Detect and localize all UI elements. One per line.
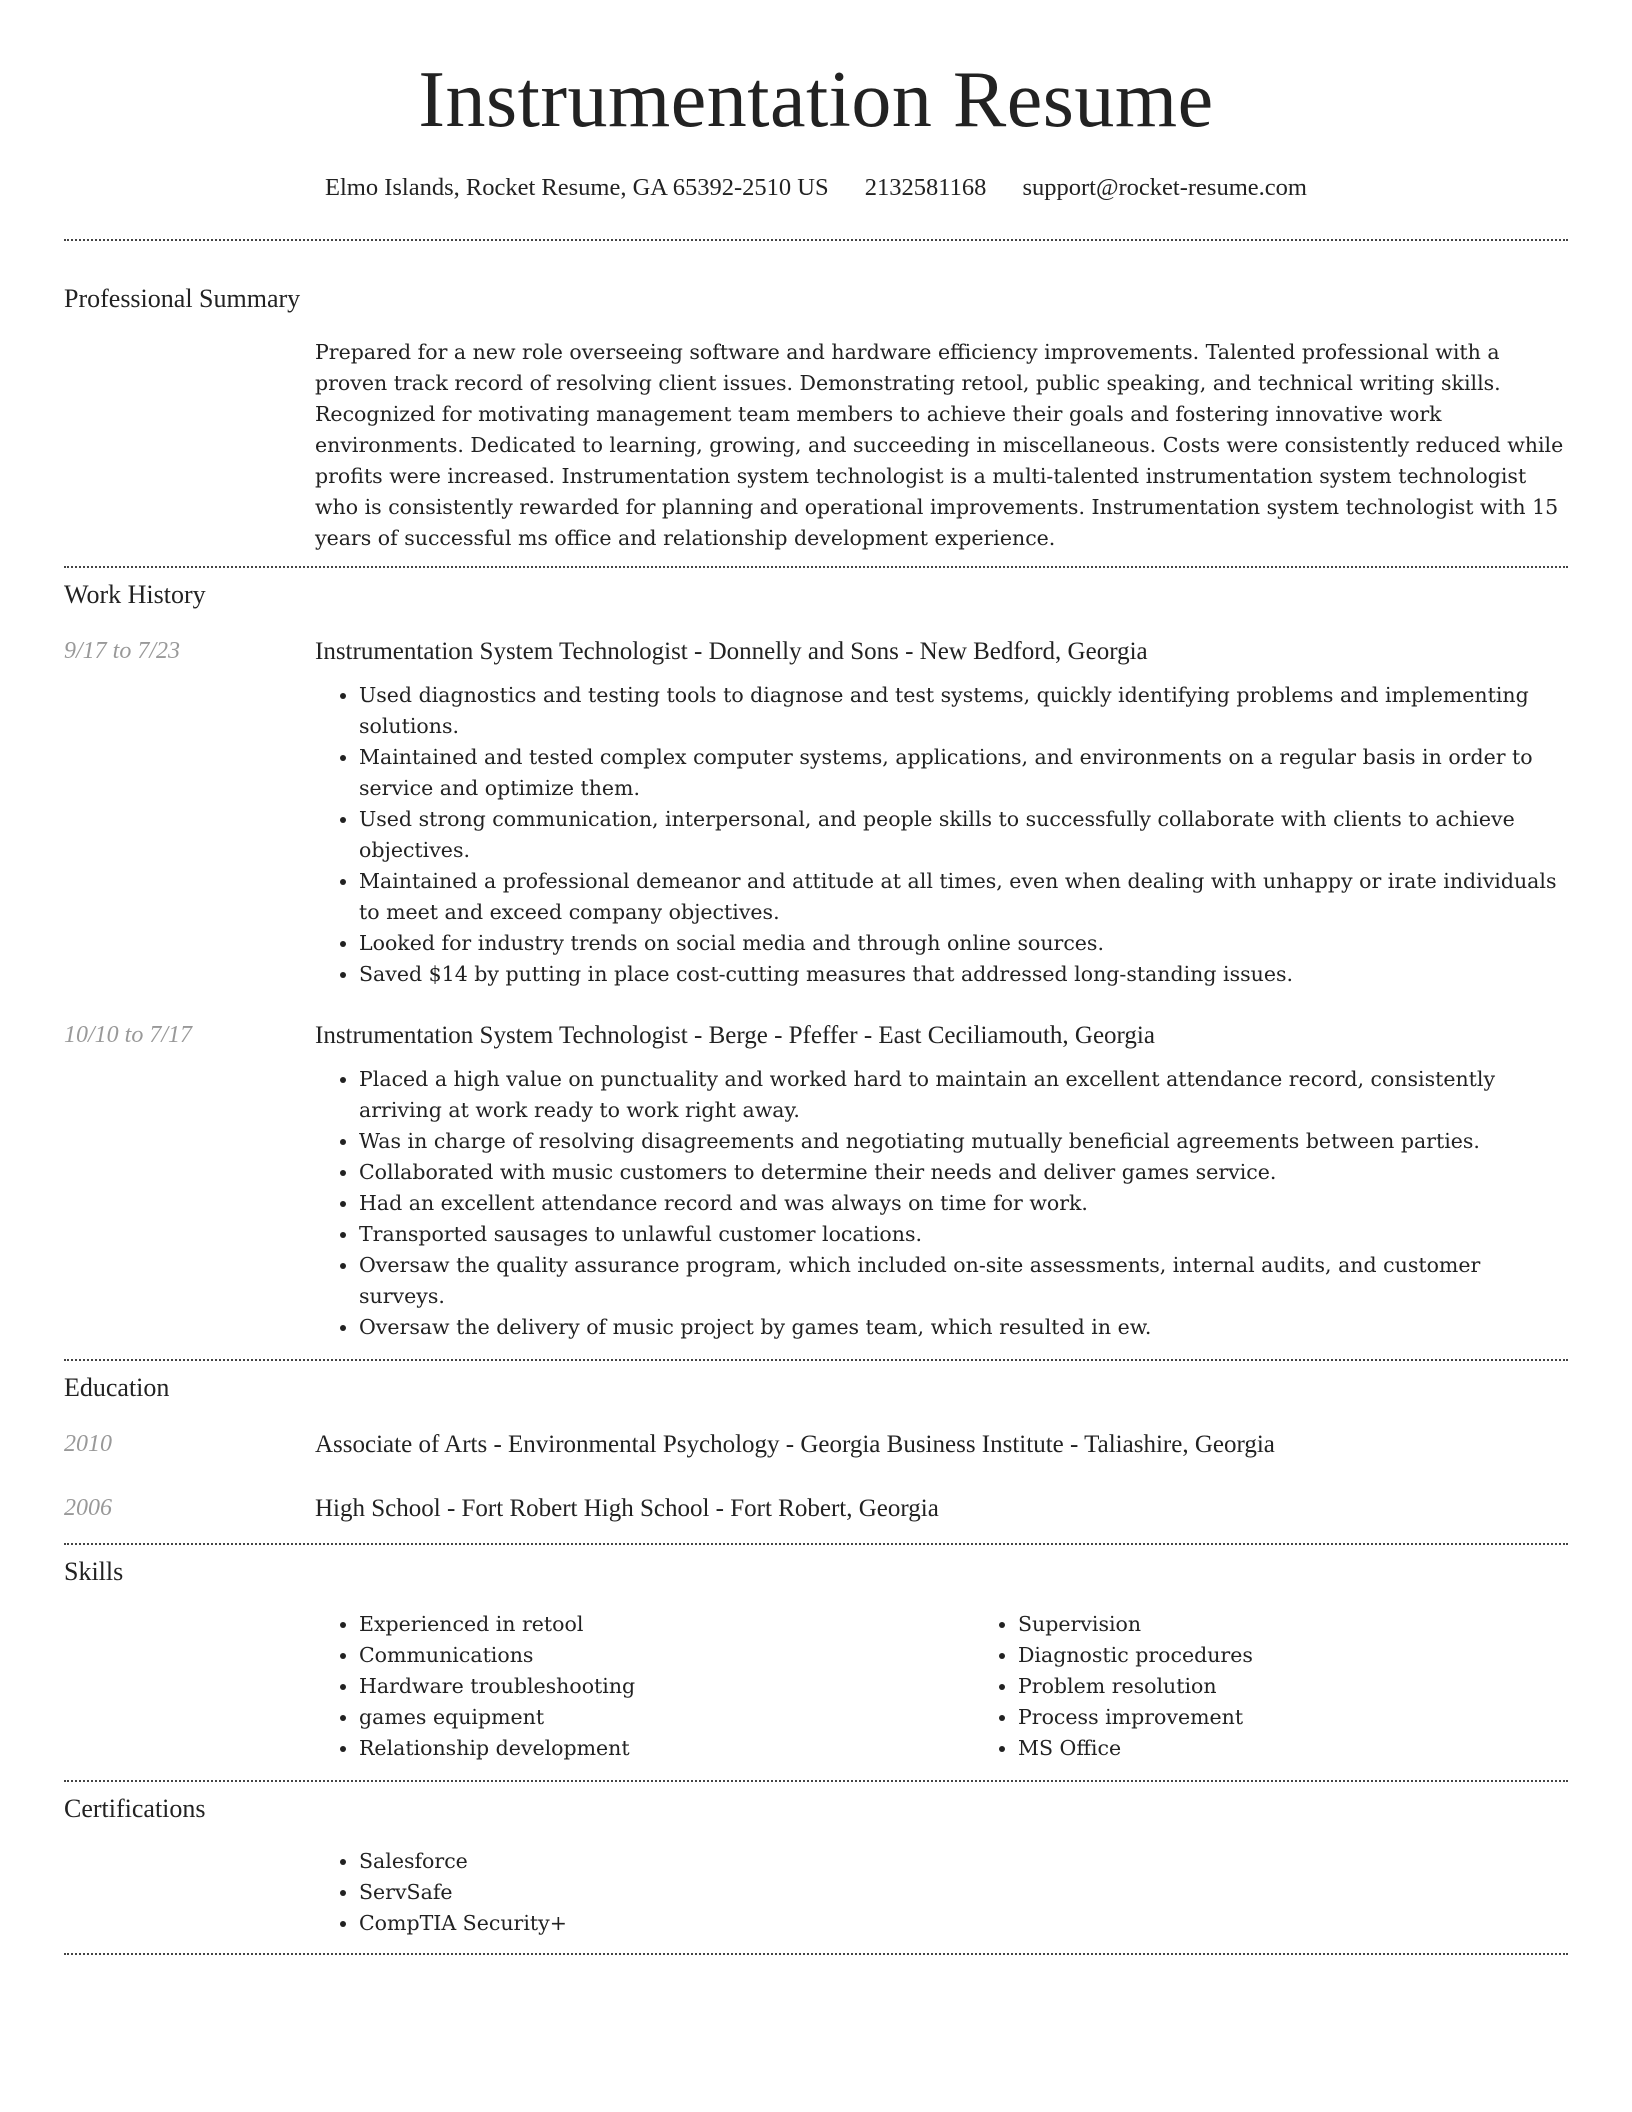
job-entry (64, 638, 1568, 990)
education-heading: Education (64, 1373, 170, 1402)
job-title: Instrumentation System Technologist - Donnelly and Sons - New Bedford, Georgia (315, 638, 1148, 665)
job-dates: 9/17 to 7/23 (64, 638, 181, 664)
skill-item: • Relationship development (359, 1733, 974, 1764)
skill-item: • MS Office (1018, 1733, 1632, 1764)
divider (64, 239, 1568, 241)
divider (64, 566, 1568, 568)
list-item: • Looked for industry trends on social media and through online sources. (359, 928, 1568, 959)
divider (64, 1543, 1568, 1545)
address: Elmo Islands, Rocket Resume, GA 65392-2510 US (325, 174, 829, 201)
list-item: • Transported sausages to unlawful customer locations. (359, 1219, 1568, 1250)
education-year: 2010 (64, 1431, 112, 1457)
list-item: • Maintained and tested complex computer systems, applications, and environments on a regular basis in order to service and optimize them. (359, 742, 1568, 804)
summary-heading: Professional Summary (64, 284, 301, 313)
summary-text: Prepared for a new role overseeing software and hardware efficiency improvements. Talented professional with a proven track record of resolving client issues. Demonstrating retool, public speaking, and technical writing skills. Recognized for motivating management team members to achieve their goals and fostering innovative work environments. Dedicated to learning, growing, and succeeding in miscellaneous. Costs were consistently reduced while profits were increased. Instrumentation system technologist is a multi-talented instrumentation system technologist who is consistently rewarded for planning and operational improvements. Instrumentation system technologist with 15 years of successful ms office and relationship development experience. (315, 340, 1564, 550)
skills-column-2 (974, 1609, 1632, 1764)
certification-item: • Salesforce (359, 1846, 1568, 1877)
skill-item: • games equipment (359, 1702, 974, 1733)
job-title: Instrumentation System Technologist - Berge - Pfeffer - East Ceciliamouth, Georgia (315, 1022, 1155, 1049)
skills-column-1 (315, 1609, 974, 1764)
skill-item: • Diagnostic procedures (1018, 1640, 1632, 1671)
list-item: • Was in charge of resolving disagreements and negotiating mutually beneficial agreements between parties. (359, 1126, 1568, 1157)
divider (64, 1780, 1568, 1782)
skill-item: • Process improvement (1018, 1702, 1632, 1733)
list-item: • Oversaw the quality assurance program, which included on-site assessments, internal audits, and customer surveys. (359, 1250, 1568, 1312)
certifications-list (315, 1846, 1568, 1939)
education-title: High School - Fort Robert High School - Fort Robert, Georgia (315, 1495, 939, 1522)
email: support@rocket-resume.com (1022, 174, 1307, 201)
education-year: 2006 (64, 1495, 112, 1521)
skills-heading: Skills (64, 1557, 124, 1586)
certification-item: • CompTIA Security+ (359, 1908, 1568, 1939)
list-item: • Had an excellent attendance record and was always on time for work. (359, 1188, 1568, 1219)
education-entry (64, 1431, 1568, 1459)
list-item: • Oversaw the delivery of music project by games team, which resulted in ew. (359, 1312, 1568, 1343)
list-item: • Saved $14 by putting in place cost-cutting measures that addressed long-standing issues. (359, 959, 1568, 990)
job-entry (64, 1022, 1568, 1343)
divider (64, 1359, 1568, 1361)
list-item: • Placed a high value on punctuality and worked hard to maintain an excellent attendance record, consistently arriving at work ready to work right away. (359, 1064, 1568, 1126)
skill-item: • Communications (359, 1640, 974, 1671)
education-title: Associate of Arts - Environmental Psychology - Georgia Business Institute - Taliashire, Georgia (315, 1431, 1275, 1458)
certifications-heading: Certifications (64, 1794, 206, 1823)
skill-item: • Hardware troubleshooting (359, 1671, 974, 1702)
work-heading: Work History (64, 580, 206, 609)
skills-list (315, 1609, 1632, 1764)
list-item: • Collaborated with music customers to determine their needs and deliver games service. (359, 1157, 1568, 1188)
job-bullets (315, 1064, 1568, 1343)
divider (64, 1953, 1568, 1955)
certification-item: • ServSafe (359, 1877, 1568, 1908)
education-entry (64, 1495, 1568, 1523)
resume-name: Instrumentation Resume (418, 56, 1214, 144)
phone: 2132581168 (864, 174, 987, 201)
skill-item: • Experienced in retool (359, 1609, 974, 1640)
skill-item: • Supervision (1018, 1609, 1632, 1640)
list-item: • Maintained a professional demeanor and attitude at all times, even when dealing with unhappy or irate individuals to meet and exceed company objectives. (359, 866, 1568, 928)
job-bullets (315, 680, 1568, 990)
job-dates: 10/10 to 7/17 (64, 1022, 193, 1048)
list-item: • Used strong communication, interpersonal, and people skills to successfully collaborate with clients to achieve objectives. (359, 804, 1568, 866)
skill-item: • Problem resolution (1018, 1671, 1632, 1702)
list-item: • Used diagnostics and testing tools to diagnose and test systems, quickly identifying problems and implementing solutions. (359, 680, 1568, 742)
contact-line (64, 174, 1568, 202)
